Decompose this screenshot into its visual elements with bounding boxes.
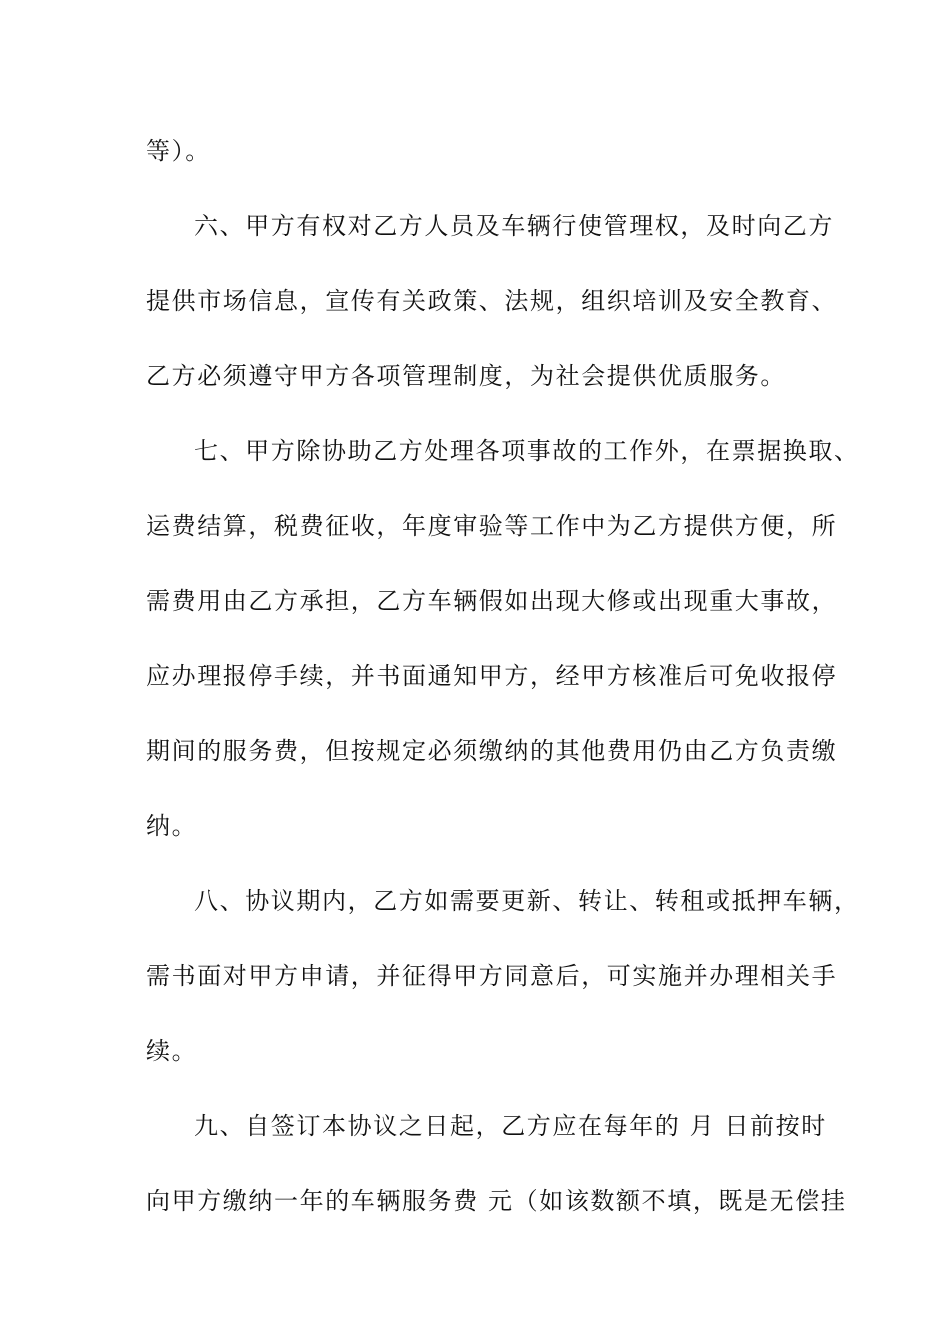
text-line-7: 需费用由乙方承担，乙方车辆假如出现大修或出现重大事故， [146,587,838,615]
text-line-13: 续。 [146,1037,198,1065]
text-line-3: 提供市场信息，宣传有关政策、法规，组织培训及安全教育、 [146,287,838,315]
text-line-5-clause-7: 七、甲方除协助乙方处理各项事故的工作外，在票据换取、 [194,437,860,465]
text-line-1: 等）。 [146,137,211,165]
text-line-4: 乙方必须遵守甲方各项管理制度，为社会提供优质服务。 [146,362,786,390]
text-line-10: 纳。 [146,812,198,840]
text-line-11-clause-8: 八、协议期内，乙方如需要更新、转让、转租或抵押车辆， [194,887,860,915]
text-line-9: 期间的服务费，但按规定必须缴纳的其他费用仍由乙方负责缴 [146,737,838,765]
text-line-2-clause-6: 六、甲方有权对乙方人员及车辆行使管理权，及时向乙方 [194,212,834,240]
text-line-12: 需书面对甲方申请，并征得甲方同意后，可实施并办理相关手 [146,962,838,990]
text-line-6: 运费结算，税费征收，年度审验等工作中为乙方提供方便，所 [146,512,838,540]
text-line-8: 应办理报停手续，并书面通知甲方，经甲方核准后可免收报停 [146,662,838,690]
text-line-15: 向甲方缴纳一年的车辆服务费 元（如该数额不填，既是无偿挂 [146,1187,847,1215]
text-line-14-clause-9: 九、自签订本协议之日起，乙方应在每年的 月 日前按时 [194,1112,827,1140]
